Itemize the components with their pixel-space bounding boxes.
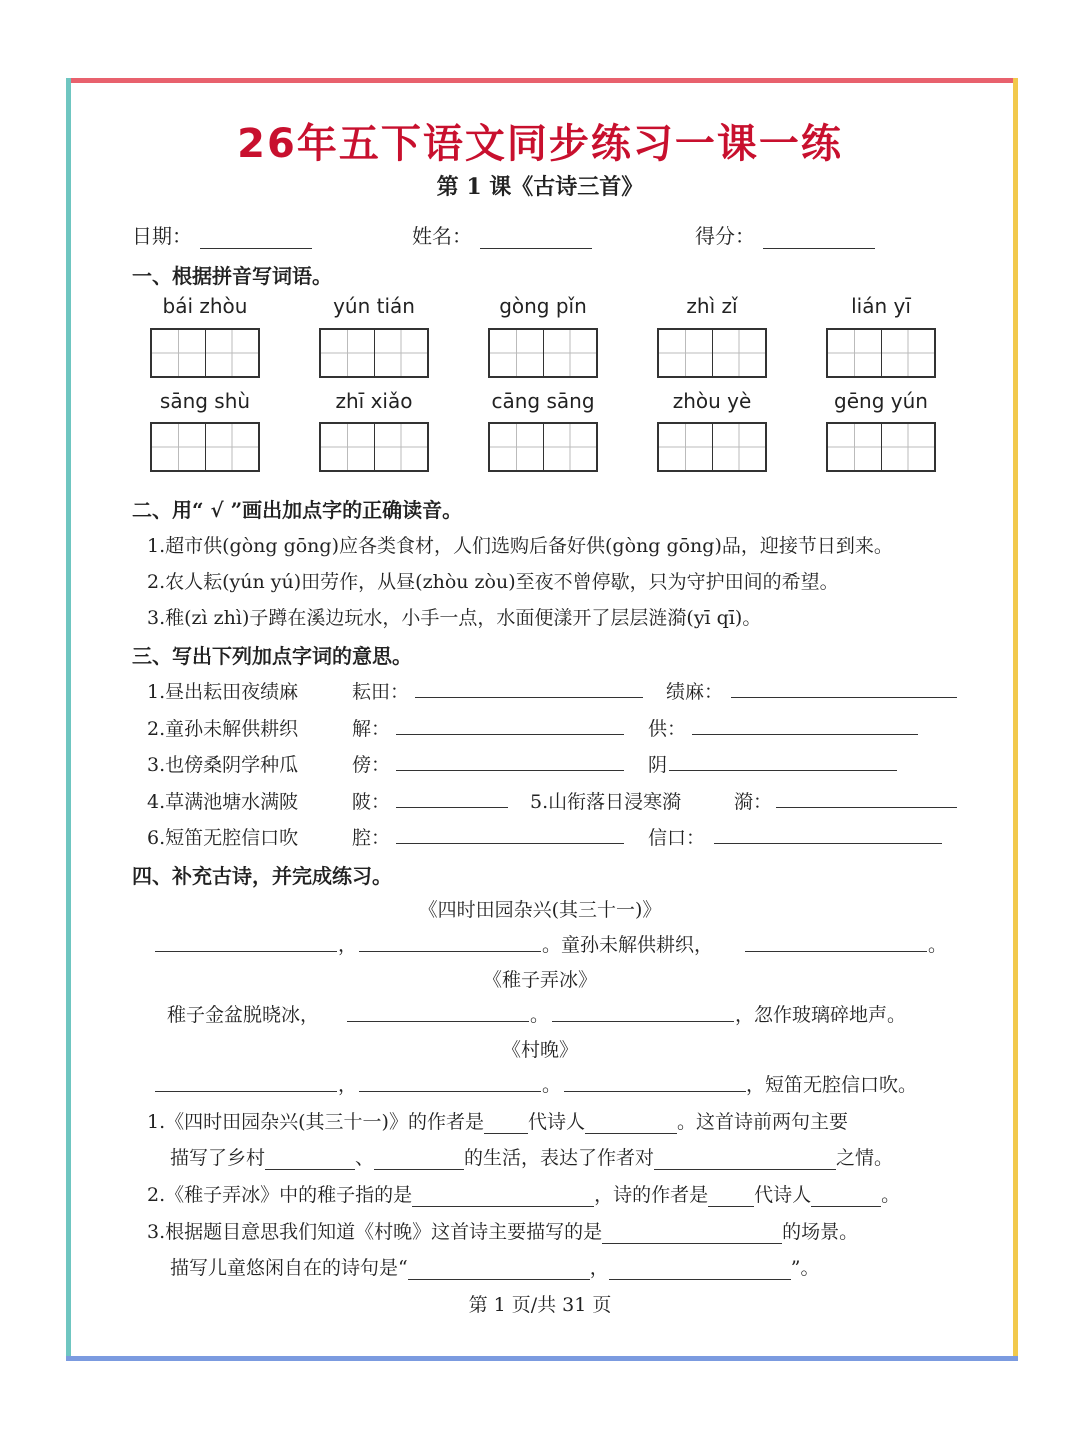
phrase: 4.草满池塘水满陂: [147, 791, 299, 813]
phrase: 5.山衔落日浸寒漪: [530, 791, 682, 813]
tianzi-grid[interactable]: [826, 422, 936, 472]
tianzi-grid[interactable]: [657, 422, 767, 472]
poem-title: 《村晚》: [501, 1039, 578, 1061]
section3-heading: 三、写出下列加点字词的意思。: [132, 644, 412, 668]
pinyin-label: cāng sāng: [491, 389, 595, 413]
meaning-label: 傍：: [352, 754, 391, 776]
question-item: 3.稚(zì zhì)子蹲在溪边玩水，小手一点，水面便漾开了层层涟漪(yī qī)。: [147, 607, 762, 629]
poem-blank[interactable]: [745, 933, 927, 952]
pinyin-label: gēng yún: [834, 389, 928, 413]
question-item: 1.超市供(gòng gōng)应各类食材，人们选购后备好供(gòng gōng)品，迎接节日到来。: [147, 535, 893, 557]
meaning-label: 耘田：: [352, 681, 410, 703]
question-item: 1.《四时田园杂兴(其三十一)》的作者是 代诗人 。这首诗前两句主要: [147, 1111, 848, 1133]
punctuation: 。: [928, 934, 948, 956]
tianzi-grid[interactable]: [657, 328, 767, 378]
score-field: [695, 220, 875, 249]
answer-blank[interactable]: [811, 1188, 881, 1207]
punctuation: ，: [338, 1074, 358, 1096]
poem-title: 《四时田园杂兴(其三十一)》: [418, 899, 662, 921]
answer-blank[interactable]: [415, 679, 643, 698]
poem-blank[interactable]: [155, 933, 337, 952]
pinyin-label: zhì zǐ: [686, 294, 738, 318]
answer-blank[interactable]: [412, 1188, 594, 1207]
pinyin-label: lián yī: [851, 294, 911, 318]
tianzi-grid[interactable]: [488, 328, 598, 378]
answer-blank[interactable]: [708, 1188, 754, 1207]
date-field: [132, 220, 312, 249]
poem-blank[interactable]: [564, 1073, 746, 1092]
poem-title: 《稚子弄冰》: [482, 969, 597, 991]
frame-bottom-border: [66, 1356, 1018, 1361]
answer-blank[interactable]: [714, 825, 942, 844]
punctuation: 。: [530, 1004, 550, 1026]
poem-line: 稚子金盆脱晓冰，: [167, 1004, 320, 1026]
phrase: 1.昼出耘田夜绩麻: [147, 681, 299, 703]
poem-line: 。童孙未解供耕织，: [542, 934, 714, 956]
answer-blank[interactable]: [408, 1261, 590, 1280]
poem-blank[interactable]: [359, 933, 541, 952]
tianzi-grid[interactable]: [319, 328, 429, 378]
punctuation: 。: [542, 1074, 562, 1096]
tianzi-grid[interactable]: [150, 422, 260, 472]
answer-blank[interactable]: [585, 1115, 677, 1134]
answer-blank[interactable]: [602, 1225, 782, 1244]
answer-blank[interactable]: [484, 1115, 528, 1134]
question-item: 2.《稚子弄冰》中的稚子指的是 ，诗的作者是 代诗人 。: [147, 1184, 901, 1206]
question-item: 3.根据题目意思我们知道《村晚》这首诗主要描写的是 的场景。: [147, 1221, 859, 1243]
meaning-label: 供：: [648, 718, 687, 740]
poem-blank[interactable]: [359, 1073, 541, 1092]
punctuation: ，: [338, 934, 358, 956]
question-item: 2.农人耘(yún yú)田劳作，从昼(zhòu zòu)至夜不曾停歇，只为守护田间的希望。: [147, 571, 839, 593]
answer-blank[interactable]: [396, 752, 624, 771]
answer-blank[interactable]: [396, 789, 508, 808]
answer-blank[interactable]: [669, 752, 897, 771]
phrase: 2.童孙未解供耕织: [147, 718, 299, 740]
score-label: 得分：: [695, 224, 755, 248]
tianzi-grid[interactable]: [826, 328, 936, 378]
name-field: [412, 220, 592, 249]
answer-blank[interactable]: [776, 789, 957, 808]
poem-line: ，短笛无腔信口吹。: [746, 1074, 918, 1096]
answer-blank[interactable]: [265, 1151, 355, 1170]
meaning-label: 漪：: [734, 791, 773, 813]
question-item-cont: 描写了乡村 、 的生活，表达了作者对 之情。: [170, 1147, 894, 1169]
phrase: 3.也傍桑阴学种瓜: [147, 754, 299, 776]
name-label: 姓名：: [412, 224, 472, 248]
tianzi-grid[interactable]: [150, 328, 260, 378]
pinyin-label: zhī xiǎo: [335, 389, 413, 413]
phrase: 6.短笛无腔信口吹: [147, 827, 299, 849]
pinyin-label: bái zhòu: [162, 294, 248, 318]
poem-blank[interactable]: [552, 1003, 734, 1022]
meaning-label: 信口：: [648, 827, 706, 849]
frame-top-border: [66, 78, 1018, 83]
frame-right-border: [1013, 78, 1018, 1361]
poem-blank[interactable]: [155, 1073, 337, 1092]
meaning-label: 阴: [648, 754, 668, 776]
meaning-label: 陂：: [352, 791, 391, 813]
tianzi-grid[interactable]: [488, 422, 598, 472]
tianzi-grid[interactable]: [319, 422, 429, 472]
meaning-label: 解：: [352, 718, 391, 740]
meaning-label: 绩麻：: [666, 681, 724, 703]
pinyin-label: yún tián: [333, 294, 415, 318]
pinyin-label: zhòu yè: [672, 389, 752, 413]
answer-blank[interactable]: [609, 1261, 791, 1280]
section4-heading: 四、补充古诗，并完成练习。: [132, 864, 392, 888]
page-footer: 第 1 页/共 31 页: [468, 1294, 612, 1316]
pinyin-label: gòng pǐn: [499, 294, 587, 318]
date-label: 日期：: [132, 224, 192, 248]
question-item-cont: 描写儿童悠闲自在的诗句是“ ， ”。: [170, 1257, 820, 1279]
answer-blank[interactable]: [731, 679, 957, 698]
answer-blank[interactable]: [374, 1151, 464, 1170]
poem-line: ，忽作玻璃碎地声。: [735, 1004, 907, 1026]
answer-blank[interactable]: [396, 825, 624, 844]
date-blank[interactable]: [200, 228, 312, 249]
answer-blank[interactable]: [396, 716, 624, 735]
meaning-label: 腔：: [352, 827, 391, 849]
frame-left-border: [66, 78, 71, 1361]
poem-blank[interactable]: [347, 1003, 529, 1022]
name-blank[interactable]: [480, 228, 592, 249]
score-blank[interactable]: [763, 228, 875, 249]
lesson-subtitle: 第 1 课《古诗三首》: [436, 174, 644, 200]
pinyin-label: sāng shù: [159, 389, 251, 413]
section1-heading: 一、根据拼音写词语。: [132, 264, 332, 288]
page-title: 26年五下语文同步练习一课一练: [237, 121, 843, 167]
answer-blank[interactable]: [654, 1151, 836, 1170]
section2-heading: 二、用“ √ ”画出加点字的正确读音。: [132, 498, 463, 522]
answer-blank[interactable]: [692, 716, 918, 735]
